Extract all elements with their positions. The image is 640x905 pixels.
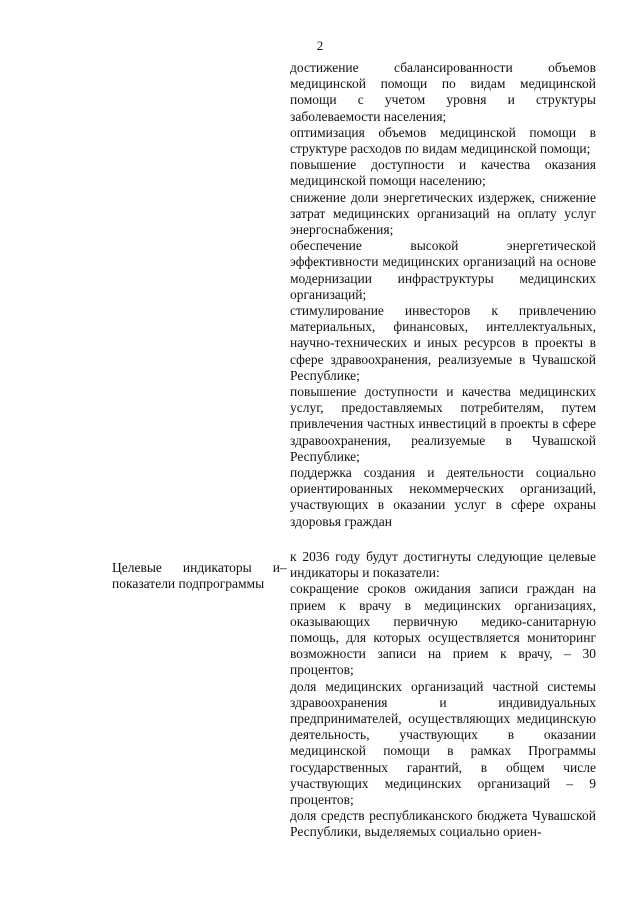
indicator-item: сокращение сроков ожидания записи граждан на прием к врачу в медицинских организациях, оказывающих первичную медико-санитарную помощь, для которых осуществляется мониторинг возможности записи на прием к врачу, – 30 процентов; bbox=[290, 581, 596, 678]
indicators-label-text: Целевые индикаторы и показатели подпрограммы bbox=[112, 560, 280, 592]
goal-item: оптимизация объемов медицинской помощи в структуре расходов по видам медицинской помощи; bbox=[290, 124, 596, 157]
label-dash: – bbox=[280, 560, 287, 575]
goal-item: стимулирование инвесторов к привлечению материальных, финансовых, интеллектуальных, научно-технических и иных ресурсов в проекты в сфере здравоохранения, реализуемые в Чувашской Республике; bbox=[290, 303, 596, 383]
indicators-list bbox=[290, 549, 596, 841]
goal-item: достижение сбалансированности объемов медицинской помощи по видам медицинской помощи с учетом уровня и структуры заболеваемости населения; bbox=[290, 60, 596, 124]
goals-list bbox=[290, 60, 596, 530]
page-number: 2 bbox=[316, 38, 324, 53]
indicators-label bbox=[112, 560, 280, 592]
goal-item: повышение доступности и качества медицинских услуг, предоставляемых потребителям, путем привлечения частных инвестиций в проекты в сфере здравоохранения, реализуемые в Чувашской Республике; bbox=[290, 384, 596, 464]
goal-item: обеспечение высокой энергетической эффективности медицинских организаций на основе модернизации инфраструктуры медицинских организаций; bbox=[290, 238, 596, 302]
indicator-item: доля медицинских организаций частной системы здравоохранения и индивидуальных предпринимателей, осуществляющих медицинскую деятельность, участвующих в оказании медицинской помощи в рамках Программы государственных гарантий, в общем числе участвующих медицинских организаций – 9 процентов; bbox=[290, 678, 596, 808]
indicator-item: доля средств республиканского бюджета Чувашской Республики, выделяемых социально ориен- bbox=[290, 808, 596, 840]
goal-item: снижение доли энергетических издержек, снижение затрат медицинских организаций на оплату услуг энергоснабжения; bbox=[290, 189, 596, 238]
indicator-item: к 2036 году будут достигнуты следующие целевые индикаторы и показатели: bbox=[290, 549, 596, 581]
goal-item: поддержка создания и деятельности социально ориентированных некоммерческих организаций, участвующих в оказании услуг в сфере охраны здоровья граждан bbox=[290, 465, 596, 529]
goal-item: повышение доступности и качества оказания медицинской помощи населению; bbox=[290, 157, 596, 189]
